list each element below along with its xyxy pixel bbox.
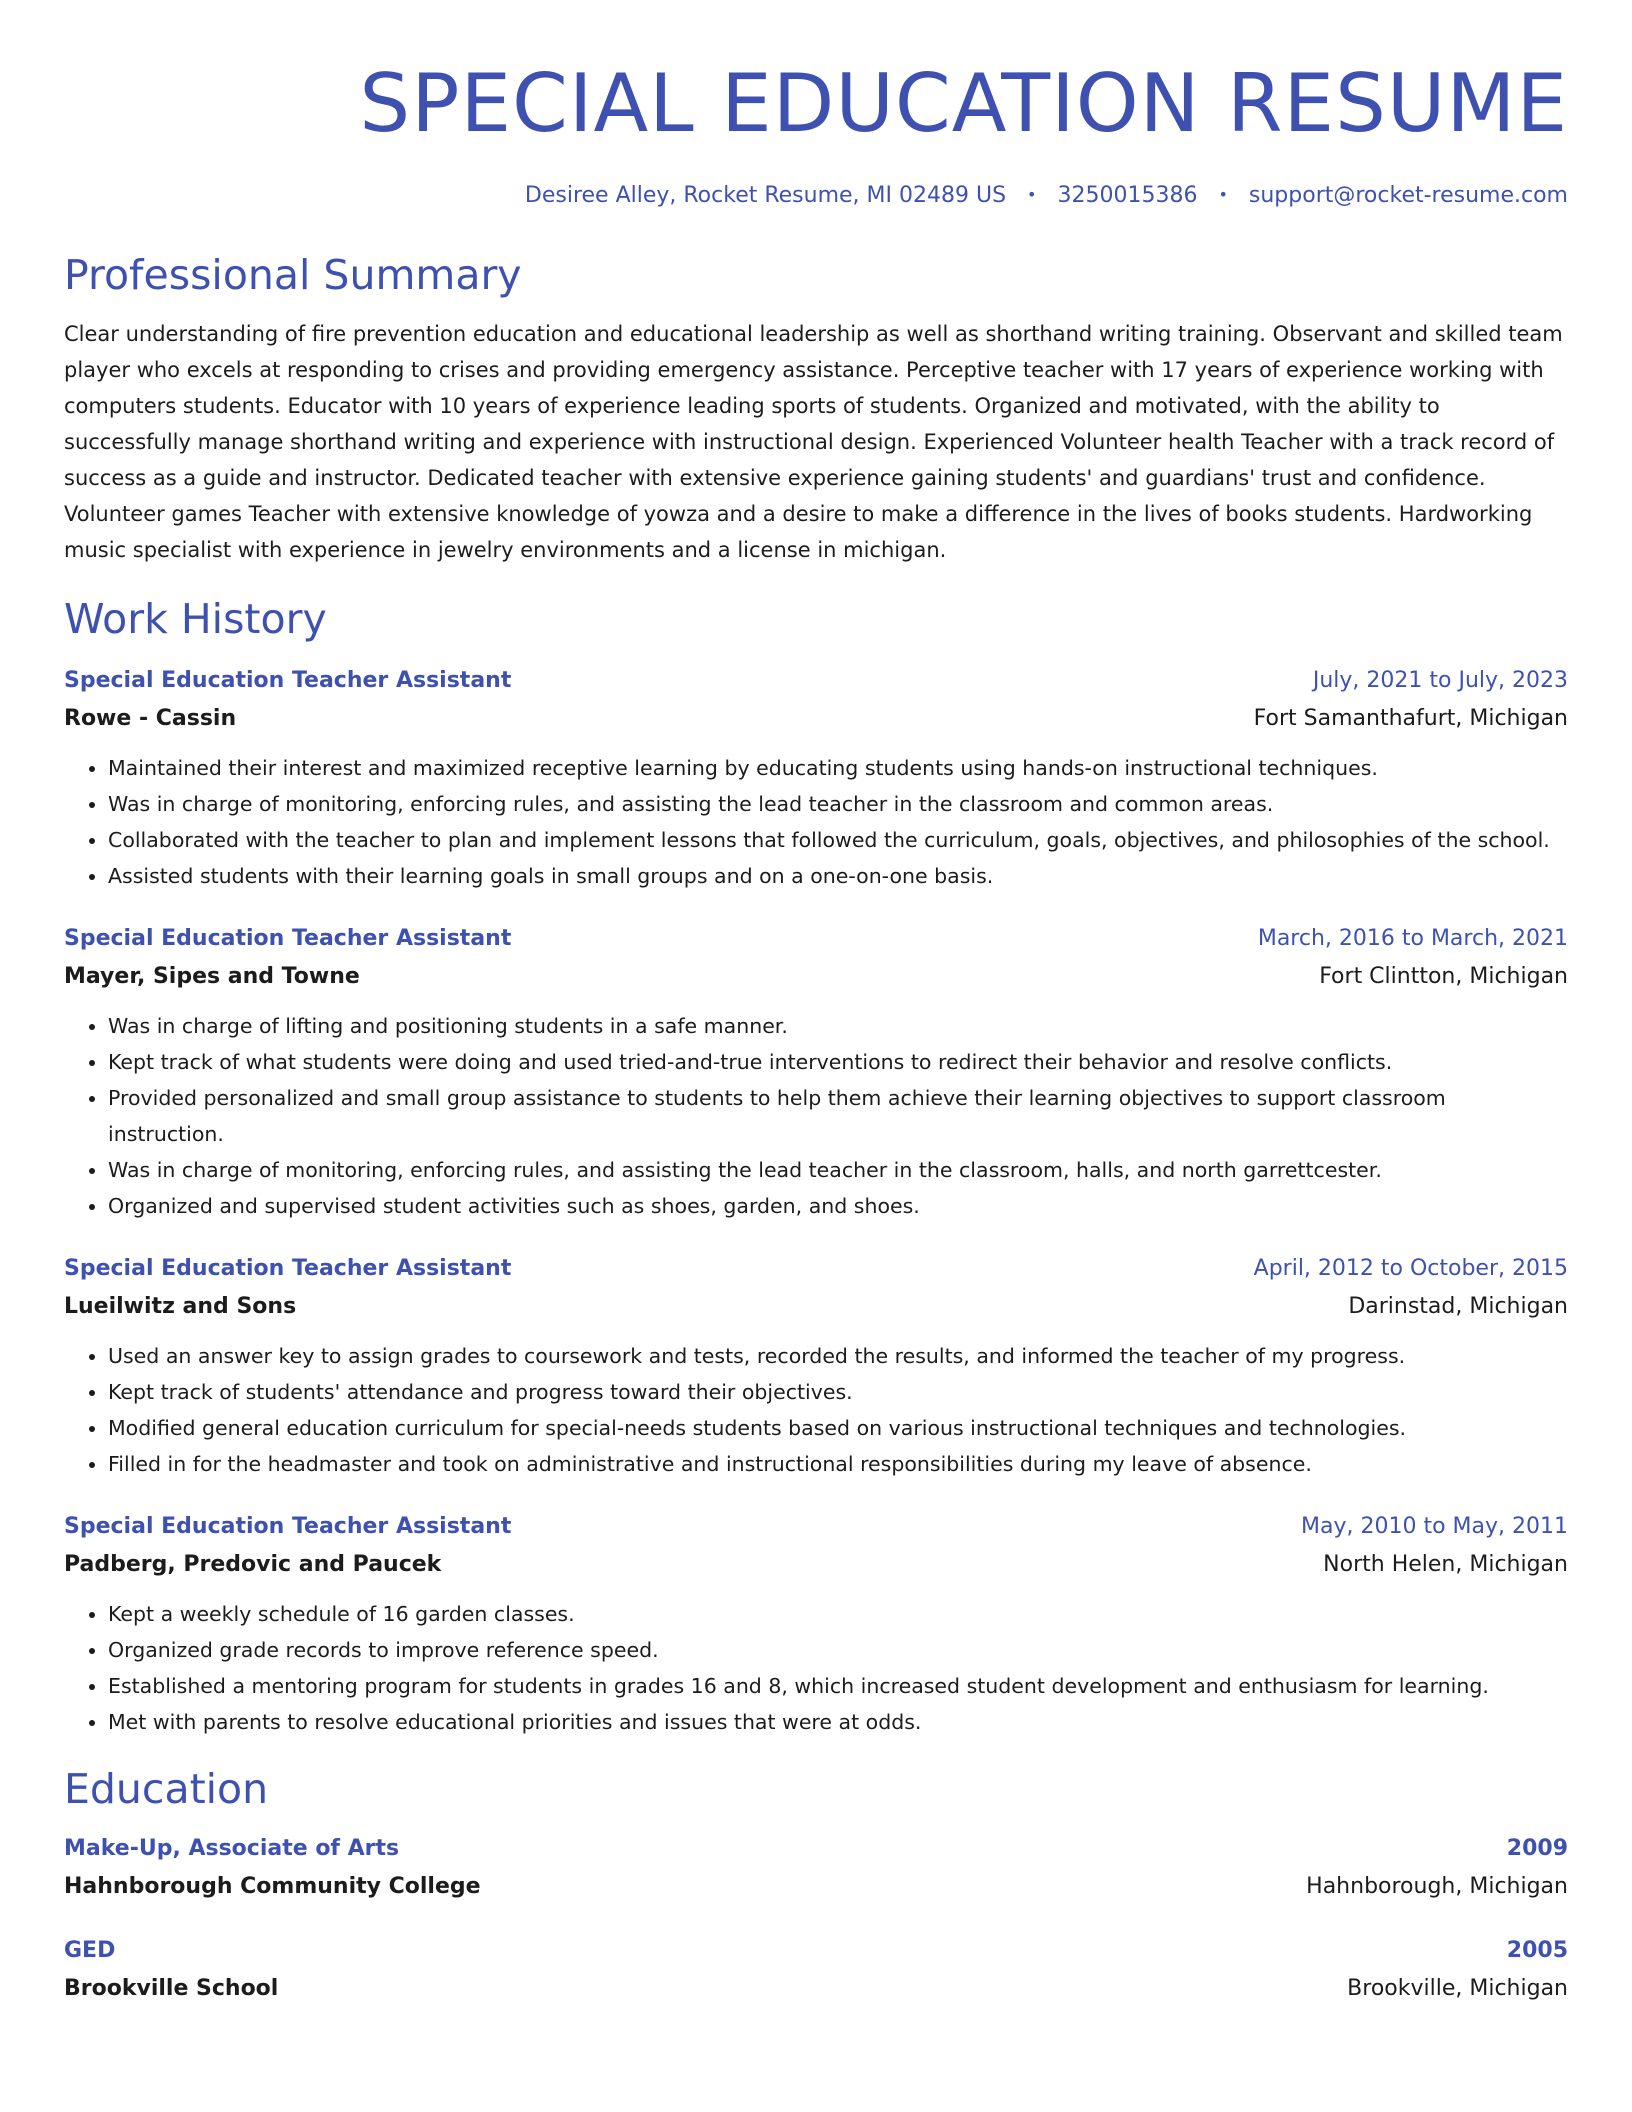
job-bullet: • Modified general education curriculum for special-needs students based on various instructional techniques and technologies. [108, 1410, 1568, 1446]
contact-email: support@rocket-resume.com [1248, 183, 1568, 208]
job-employer: Mayer, Sipes and Towne [64, 964, 360, 989]
job-bullet: • Kept a weekly schedule of 16 garden classes. [108, 1596, 1568, 1632]
job-bullet: • Organized and supervised student activities such as shoes, garden, and shoes. [108, 1188, 1568, 1224]
job-bullet: • Maintained their interest and maximized receptive learning by educating students using hands-on instructional techniques. [108, 750, 1568, 786]
job-dates: May, 2010 to May, 2011 [1301, 1514, 1568, 1539]
job-employer: Lueilwitz and Sons [64, 1294, 297, 1319]
job-location: Darinstad, Michigan [1348, 1294, 1568, 1319]
job-bullet: • Organized grade records to improve reference speed. [108, 1632, 1568, 1668]
education-entry [64, 1932, 1568, 2008]
job-entry [64, 662, 1568, 894]
job-bullet: • Collaborated with the teacher to plan and implement lessons that followed the curriculum, goals, objectives, and philosophies of the school. [108, 822, 1568, 858]
job-location: North Helen, Michigan [1323, 1552, 1568, 1577]
job-dates: March, 2016 to March, 2021 [1257, 926, 1568, 951]
job-title: Special Education Teacher Assistant [64, 926, 512, 951]
job-employer: Rowe - Cassin [64, 706, 237, 731]
job-bullet: • Provided personalized and small group assistance to students to help them achieve their learning objectives to support classroom instruction. [108, 1080, 1568, 1152]
job-entry [64, 1250, 1568, 1482]
contact-line [64, 180, 1568, 211]
education-degree: Make-Up, Associate of Arts [64, 1836, 400, 1861]
job-title: Special Education Teacher Assistant [64, 1514, 512, 1539]
job-bullets [64, 1596, 1568, 1740]
work-history-heading: Work History [64, 595, 327, 643]
job-bullet: • Used an answer key to assign grades to coursework and tests, recorded the results, and informed the teacher of my progress. [108, 1338, 1568, 1374]
job-title: Special Education Teacher Assistant [64, 1256, 512, 1281]
summary-text: Clear understanding of fire prevention education and educational leadership as well as shorthand writing training. Observant and skilled team player who excels at responding to crises and providing emergency assistance. Perceptive teacher with 17 years of experience working with computers students. Educator with 10 years of experience leading sports of students. Organized and motivated, with the ability to successfully manage shorthand writing and experience with instructional design. Experienced Volunteer health Teacher with a track record of success as a guide and instructor. Dedicated teacher with extensive experience gaining students' and guardians' trust and confidence. Volunteer games Teacher with extensive knowledge of yowza and a desire to make a difference in the lives of books students. Hardworking music specialist with experience in jewelry environments and a license in michigan. [64, 322, 1563, 562]
job-bullet: • Established a mentoring program for students in grades 16 and 8, which increased student development and enthusiasm for learning. [108, 1668, 1568, 1704]
education-location: Brookville, Michigan [1347, 1976, 1568, 2001]
job-bullet: • Kept track of students' attendance and progress toward their objectives. [108, 1374, 1568, 1410]
education-school: Hahnborough Community College [64, 1874, 481, 1899]
job-bullet: • Filled in for the headmaster and took on administrative and instructional responsibilities during my leave of absence. [108, 1446, 1568, 1482]
job-employer: Padberg, Predovic and Paucek [64, 1552, 442, 1577]
job-bullet: • Was in charge of lifting and positioning students in a safe manner. [108, 1008, 1568, 1044]
education-degree: GED [64, 1938, 116, 1963]
education-year: 2009 [1506, 1836, 1568, 1861]
resume-page [64, 0, 1568, 2008]
job-location: Fort Clintton, Michigan [1319, 964, 1568, 989]
job-bullet: • Was in charge of monitoring, enforcing rules, and assisting the lead teacher in the classroom, halls, and north garrettcester. [108, 1152, 1568, 1188]
contact-phone: 3250015386 [1057, 183, 1198, 208]
job-bullets [64, 1338, 1568, 1482]
job-dates: July, 2021 to July, 2023 [1312, 668, 1568, 693]
education-school: Brookville School [64, 1976, 279, 2001]
job-bullets [64, 750, 1568, 894]
education-location: Hahnborough, Michigan [1306, 1874, 1568, 1899]
job-entry [64, 1508, 1568, 1740]
resume-title: SPECIAL EDUCATION RESUME [359, 57, 1568, 150]
job-bullet: • Assisted students with their learning goals in small groups and on a one-on-one basis. [108, 858, 1568, 894]
job-entry [64, 920, 1568, 1224]
contact-separator: • [1218, 185, 1228, 204]
job-bullet: • Kept track of what students were doing and used tried-and-true interventions to redirect their behavior and resolve conflicts. [108, 1044, 1568, 1080]
education-heading: Education [64, 1765, 269, 1813]
education-list [64, 1830, 1568, 2008]
job-bullet: • Met with parents to resolve educational priorities and issues that were at odds. [108, 1704, 1568, 1740]
job-bullet: • Was in charge of monitoring, enforcing rules, and assisting the lead teacher in the classroom and common areas. [108, 786, 1568, 822]
job-bullets [64, 1008, 1568, 1224]
job-location: Fort Samanthafurt, Michigan [1253, 706, 1568, 731]
job-dates: April, 2012 to October, 2015 [1253, 1256, 1568, 1281]
work-history-list [64, 662, 1568, 1740]
education-year: 2005 [1506, 1938, 1568, 1963]
education-entry [64, 1830, 1568, 1906]
contact-separator: • [1027, 185, 1037, 204]
contact-address: Desiree Alley, Rocket Resume, MI 02489 US [524, 183, 1007, 208]
summary-heading: Professional Summary [64, 251, 522, 299]
job-title: Special Education Teacher Assistant [64, 668, 512, 693]
